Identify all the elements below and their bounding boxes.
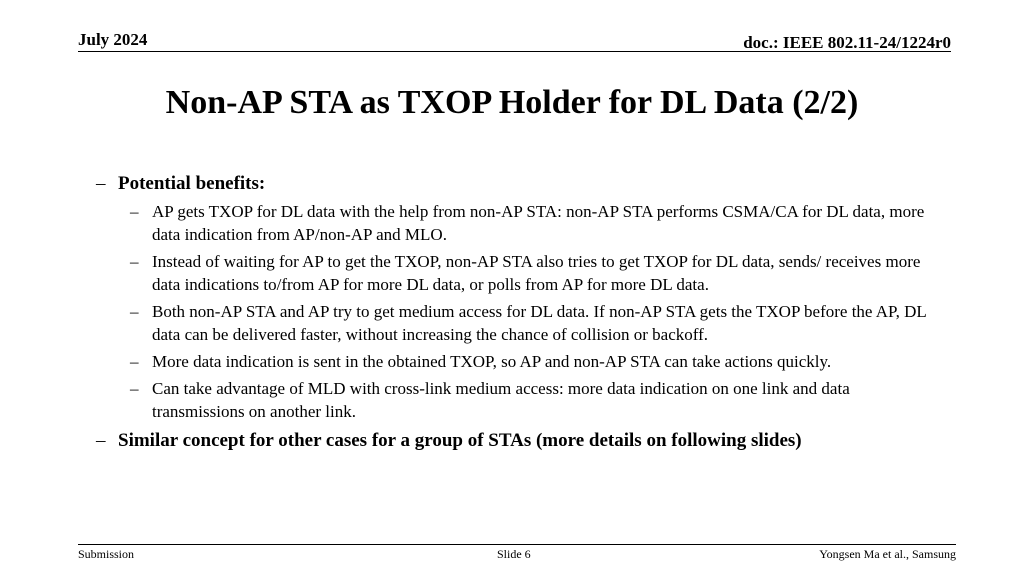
sub-bullet-dash: – <box>130 379 139 398</box>
bullet-potential-benefits <box>96 172 946 196</box>
sub-bullet <box>96 377 946 423</box>
sub-bullet-dash: – <box>130 252 139 271</box>
sub-bullet-text: Can take advantage of MLD with cross-link medium access: more data indication on one link and data transmissions on another link. <box>152 379 850 421</box>
sub-bullet-dash: – <box>130 202 139 221</box>
sub-bullet-text: More data indication is sent in the obtained TXOP, so AP and non-AP STA can take actions quickly. <box>152 352 832 371</box>
footer-author: Yongsen Ma et al., Samsung <box>819 547 956 561</box>
bullet-dash: – <box>96 173 106 194</box>
header-divider <box>78 51 951 52</box>
sub-bullet-text: Both non-AP STA and AP try to get medium access for DL data. If non-AP STA gets the TXOP before the AP, DL data can be delivered faster, without increasing the chance of collision or backoff. <box>152 302 927 344</box>
sub-bullet <box>96 250 946 296</box>
bullet-similar-concept <box>96 429 946 453</box>
footer-slide-number: Slide 6 <box>497 547 531 561</box>
sub-bullet-dash: – <box>130 302 139 321</box>
sub-bullet <box>96 200 946 246</box>
sub-bullet <box>96 350 946 373</box>
header-doc-id: doc.: IEEE 802.11-24/1224r0 <box>743 33 951 52</box>
slide-title: Non-AP STA as TXOP Holder for DL Data (2/2) <box>165 84 859 121</box>
footer-divider <box>78 544 956 545</box>
bullet-text: Potential benefits: <box>118 173 266 194</box>
bullet-text: Similar concept for other cases for a group of STAs (more details on following slides) <box>118 430 802 451</box>
sub-bullet-list <box>96 200 946 423</box>
footer-submission: Submission <box>78 547 135 561</box>
sub-bullet-text: Instead of waiting for AP to get the TXOP, non-AP STA also tries to get TXOP for DL data, sends/ receives more data indications to/from AP for more DL data, or polls from AP for more DL data. <box>152 252 921 294</box>
sub-bullet-text: AP gets TXOP for DL data with the help from non-AP STA: non-AP STA performs CSMA/CA for DL data, more data indication from AP/non-AP and MLO. <box>152 202 925 244</box>
header-date: July 2024 <box>78 30 148 49</box>
slide-content <box>96 172 946 453</box>
sub-bullet-dash: – <box>130 352 139 371</box>
bullet-dash: – <box>96 430 106 451</box>
sub-bullet <box>96 300 946 346</box>
